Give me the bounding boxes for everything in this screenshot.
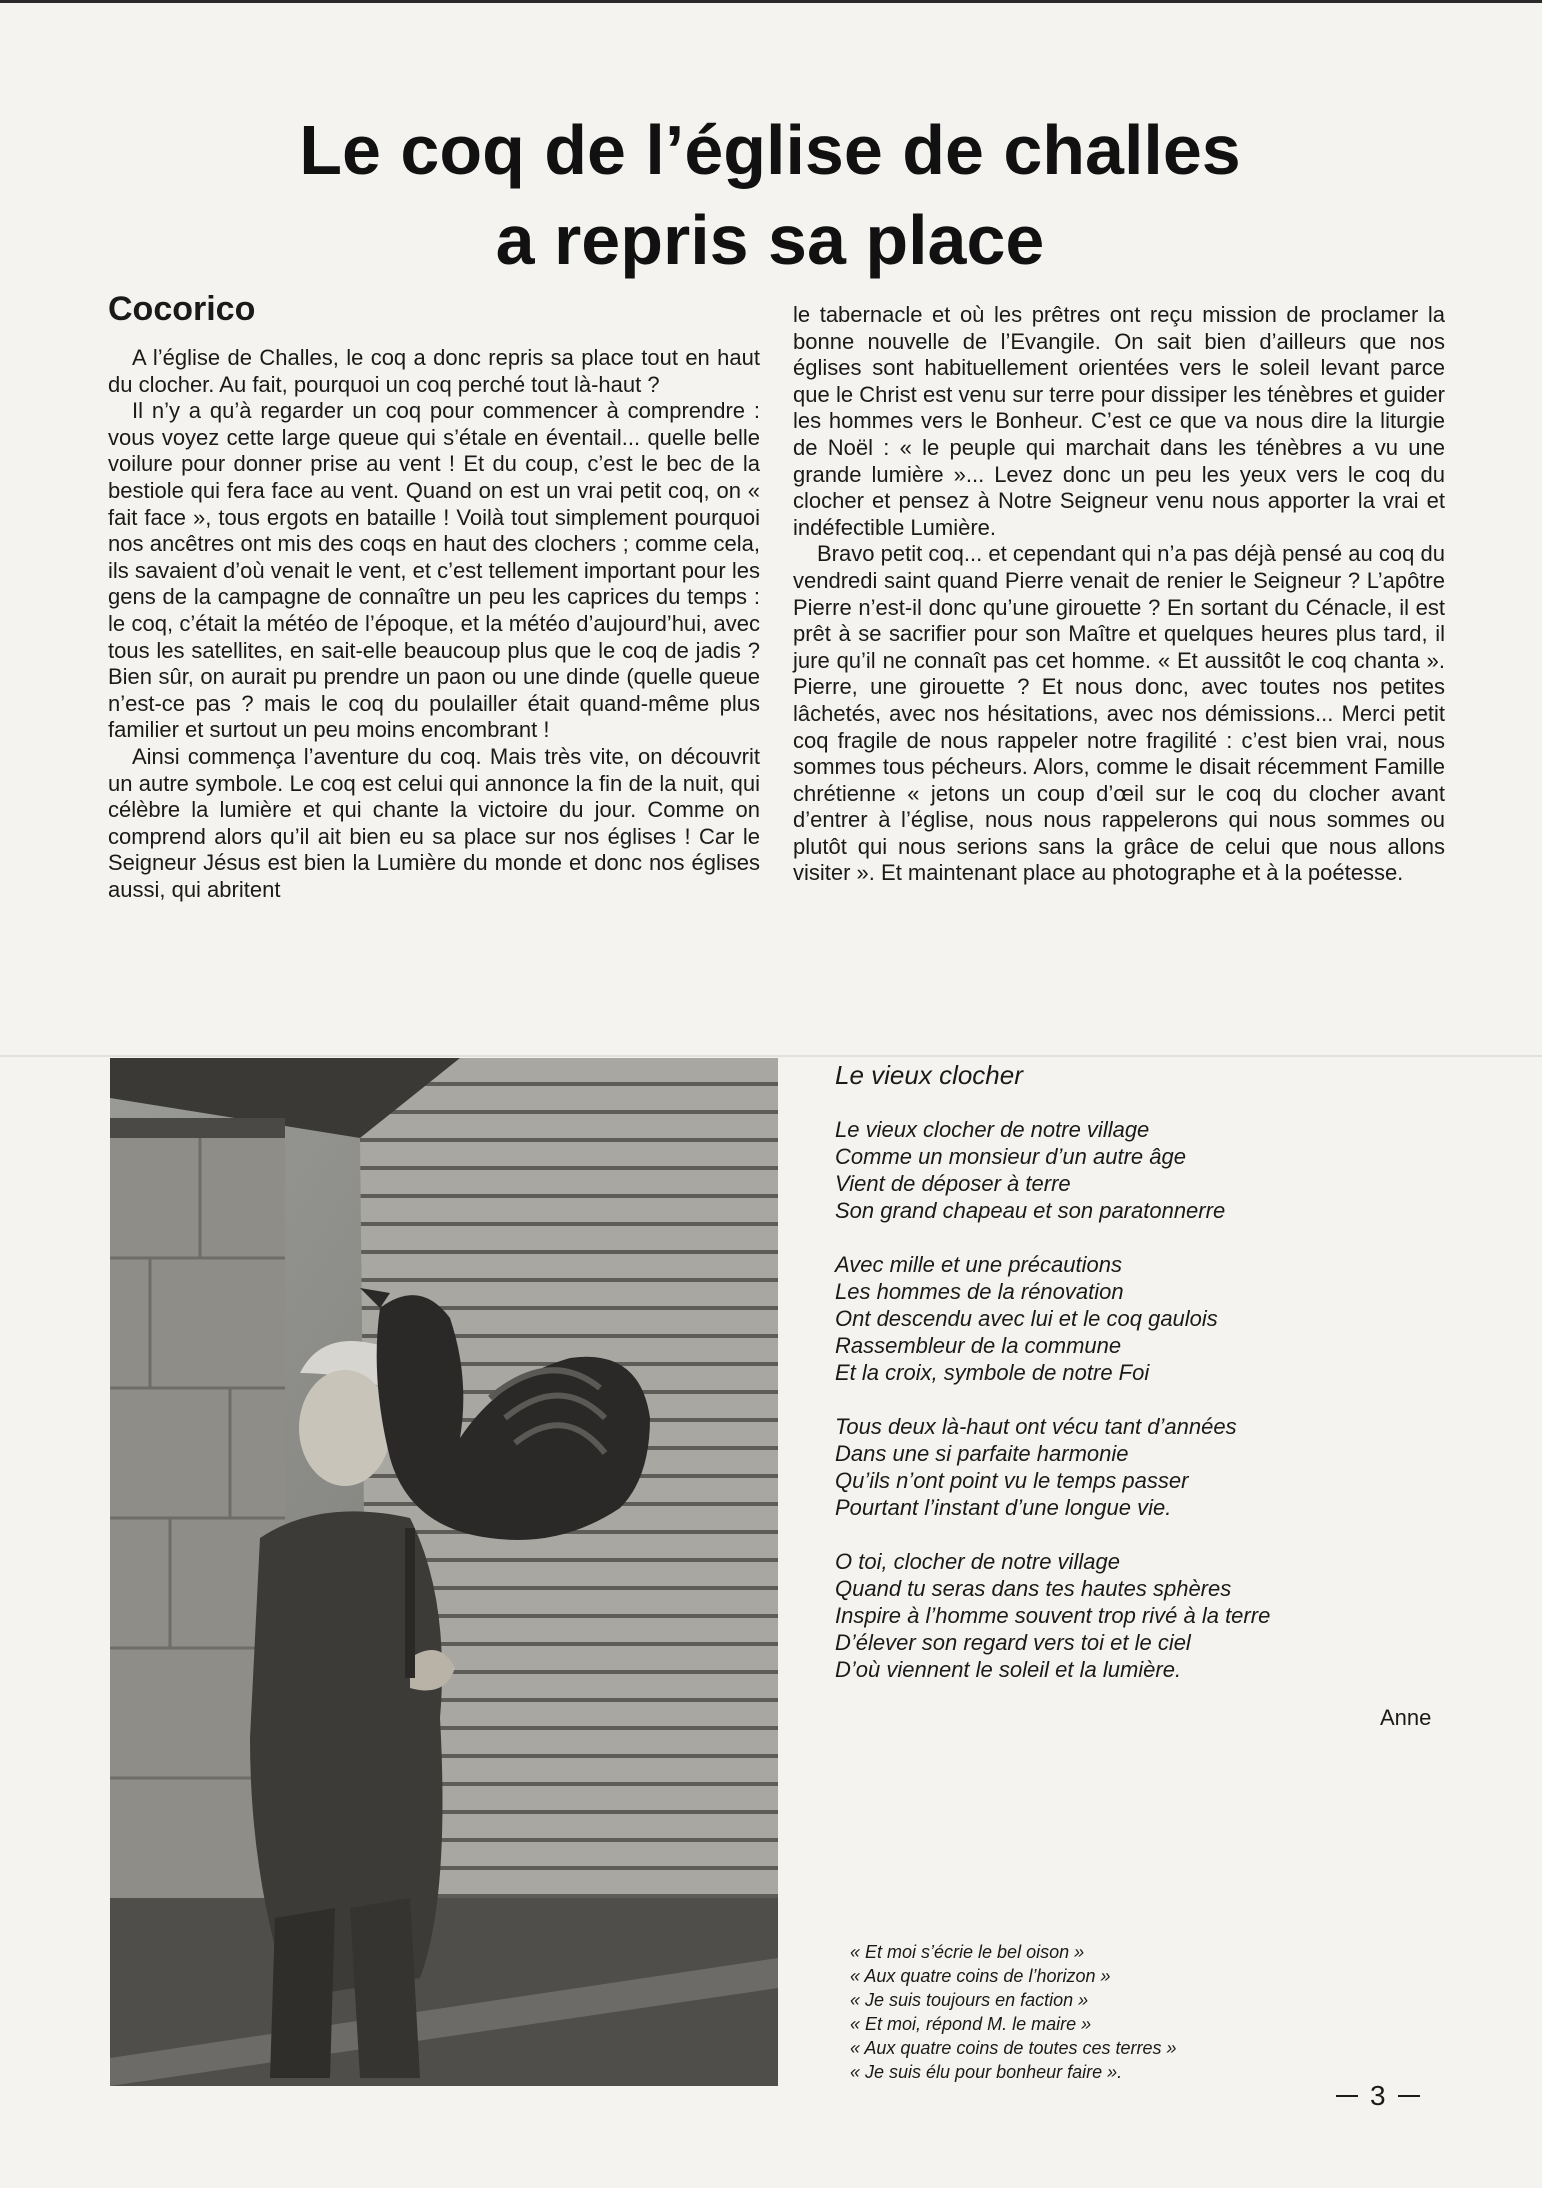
article-column-left	[108, 345, 760, 903]
poem-line: D’où viennent le soleil et la lumière.	[835, 1657, 1182, 1682]
poem-stanza	[835, 1548, 1270, 1683]
poem-line: Tous deux là-haut ont vécu tant d’années	[835, 1414, 1237, 1439]
poem	[835, 1116, 1270, 1710]
closing-quote	[850, 1940, 1177, 2084]
poem-line: Qu’ils n’ont point vu le temps passer	[835, 1468, 1189, 1493]
quote-line: « Je suis toujours en faction »	[850, 1990, 1089, 2010]
poem-line: Ont descendu avec lui et le coq gaulois	[835, 1306, 1218, 1331]
poem-line: Comme un monsieur d’un autre âge	[835, 1144, 1186, 1169]
page-number-value: 3	[1370, 2080, 1386, 2111]
poem-line: Les hommes de la rénovation	[835, 1279, 1124, 1304]
photo-man-rooster	[110, 1058, 778, 2086]
poem-stanza	[835, 1251, 1270, 1386]
paragraph: Ainsi commença l’aventure du coq. Mais très vite, on découvrit un autre symbole. Le coq est celui qui annonce la fin de la nuit, qui célèbre la lumière et qui chante la victoire du jour. Comme on comprend alors qu’il ait bien eu sa place sur nos églises ! Car le Seigneur Jésus est bien la Lumière du monde et donc nos églises aussi, qui abritent	[108, 743, 760, 902]
paragraph: Il n’y a qu’à regarder un coq pour commencer à comprendre : vous voyez cette large queue qui s’étale en éventail... quelle belle voilure pour donner prise au vent ! Et du coup, c’est le bec de la bestiole qui fera face au vent. Quand on est un vrai petit coq, on « fait face », tous ergots en bataille ! Voilà tout simplement pourquoi nos ancêtres ont mis des coqs en haut des clochers ; comme cela, ils savaient d’où venait le vent, et c’est tellement important pour les gens de la campagne de connaître un peu les caprices du temps : le coq, c’était la météo de l’époque, et la météo d’aujourd’hui, avec tous les satellites, en sait-elle beaucoup plus que le coq de jadis ? Bien sûr, on aurait pu prendre un paon ou une dinde (quelle queue n’est-ce pas ? mais le coq du poulailler était quand-même plus familier et surtout un peu moins encombrant !	[108, 398, 760, 743]
poem-line: Avec mille et une précautions	[835, 1252, 1122, 1277]
scan-edge	[0, 0, 1542, 3]
article-title	[120, 105, 1420, 285]
dash-left	[1336, 2095, 1358, 2097]
poem-line: Son grand chapeau et son paratonnerre	[835, 1198, 1226, 1223]
dash-right	[1398, 2095, 1420, 2097]
poem-stanza	[835, 1116, 1270, 1224]
quote-line: « Aux quatre coins de l’horizon »	[850, 1966, 1111, 1986]
poem-line: Le vieux clocher de notre village	[835, 1117, 1150, 1142]
quote-line: « Aux quatre coins de toutes ces terres »	[850, 2038, 1177, 2058]
poem-line: Et la croix, symbole de notre Foi	[835, 1360, 1150, 1385]
quote-line: « Je suis élu pour bonheur faire ».	[850, 2062, 1123, 2082]
page-number	[1336, 2080, 1420, 2112]
poem-line: Inspire à l’homme souvent trop rivé à la terre	[835, 1603, 1271, 1628]
poem-line: O toi, clocher de notre village	[835, 1549, 1120, 1574]
poem-line: Vient de déposer à terre	[835, 1171, 1071, 1196]
title-line-2: a repris sa place	[495, 201, 1045, 279]
section-heading: Cocorico	[108, 290, 256, 328]
poem-line: Rassembleur de la commune	[835, 1333, 1122, 1358]
poem-line: D’élever son regard vers toi et le ciel	[835, 1630, 1191, 1655]
quote-line: « Et moi s’écrie le bel oison »	[850, 1942, 1085, 1962]
title-line-1: Le coq de l’église de challes	[299, 111, 1241, 189]
poem-line: Pourtant l’instant d’une longue vie.	[835, 1495, 1172, 1520]
paragraph: le tabernacle et où les prêtres ont reçu mission de proclamer la bonne nouvelle de l’Evangile. On sait bien d’ailleurs que nos églises sont habituellement orientées vers le soleil levant parce que le Christ est venu sur terre pour dissiper les ténèbres et guider les hommes vers le Bonheur. C’est ce que va nous dire la liturgie de Noël : « le peuple qui marchait dans les ténèbres a vu une grande lumière »... Levez donc un peu les yeux vers le coq du clocher et pensez à Notre Seigneur venu nous apporter la vrai et indéfectible Lumière.	[793, 302, 1445, 540]
poem-author: Anne	[1380, 1705, 1432, 1730]
article-column-right	[793, 302, 1445, 887]
poem-stanza	[835, 1413, 1270, 1521]
poem-title: Le vieux clocher	[835, 1060, 1023, 1090]
quote-line: « Et moi, répond M. le maire »	[850, 2014, 1092, 2034]
paragraph: A l’église de Challes, le coq a donc repris sa place tout en haut du clocher. Au fait, pourquoi un coq perché tout là-haut ?	[108, 345, 760, 397]
poem-line: Quand tu seras dans tes hautes sphères	[835, 1576, 1232, 1601]
poem-line: Dans une si parfaite harmonie	[835, 1441, 1129, 1466]
page-fold	[0, 1055, 1542, 1057]
paragraph: Bravo petit coq... et cependant qui n’a pas déjà pensé au coq du vendredi saint quand Pierre venait de renier le Seigneur ? L’apôtre Pierre n’est-il donc qu’une girouette ? En sortant du Cénacle, il est prêt à se sacrifier pour son Maître et quelques heures plus tard, il jure qu’il ne connaît pas cet homme. « Et aussitôt le coq chanta ». Pierre, une girouette ? Et nous donc, avec toutes nos petites lâchetés, avec nos hésitations, avec nos démissions... Merci petit coq fragile de nous rappeler notre fragilité : c’est bien vrai, nous sommes tous pécheurs. Alors, comme le disait récemment Famille chrétienne « jetons un coup d’œil sur le coq du clocher avant d’entrer à l’église, nous nous rappelerons qui nous sommes ou plutôt qui nous serions sans la grâce de celui que nous allons visiter ». Et maintenant place au photographe et à la poétesse.	[793, 541, 1445, 886]
